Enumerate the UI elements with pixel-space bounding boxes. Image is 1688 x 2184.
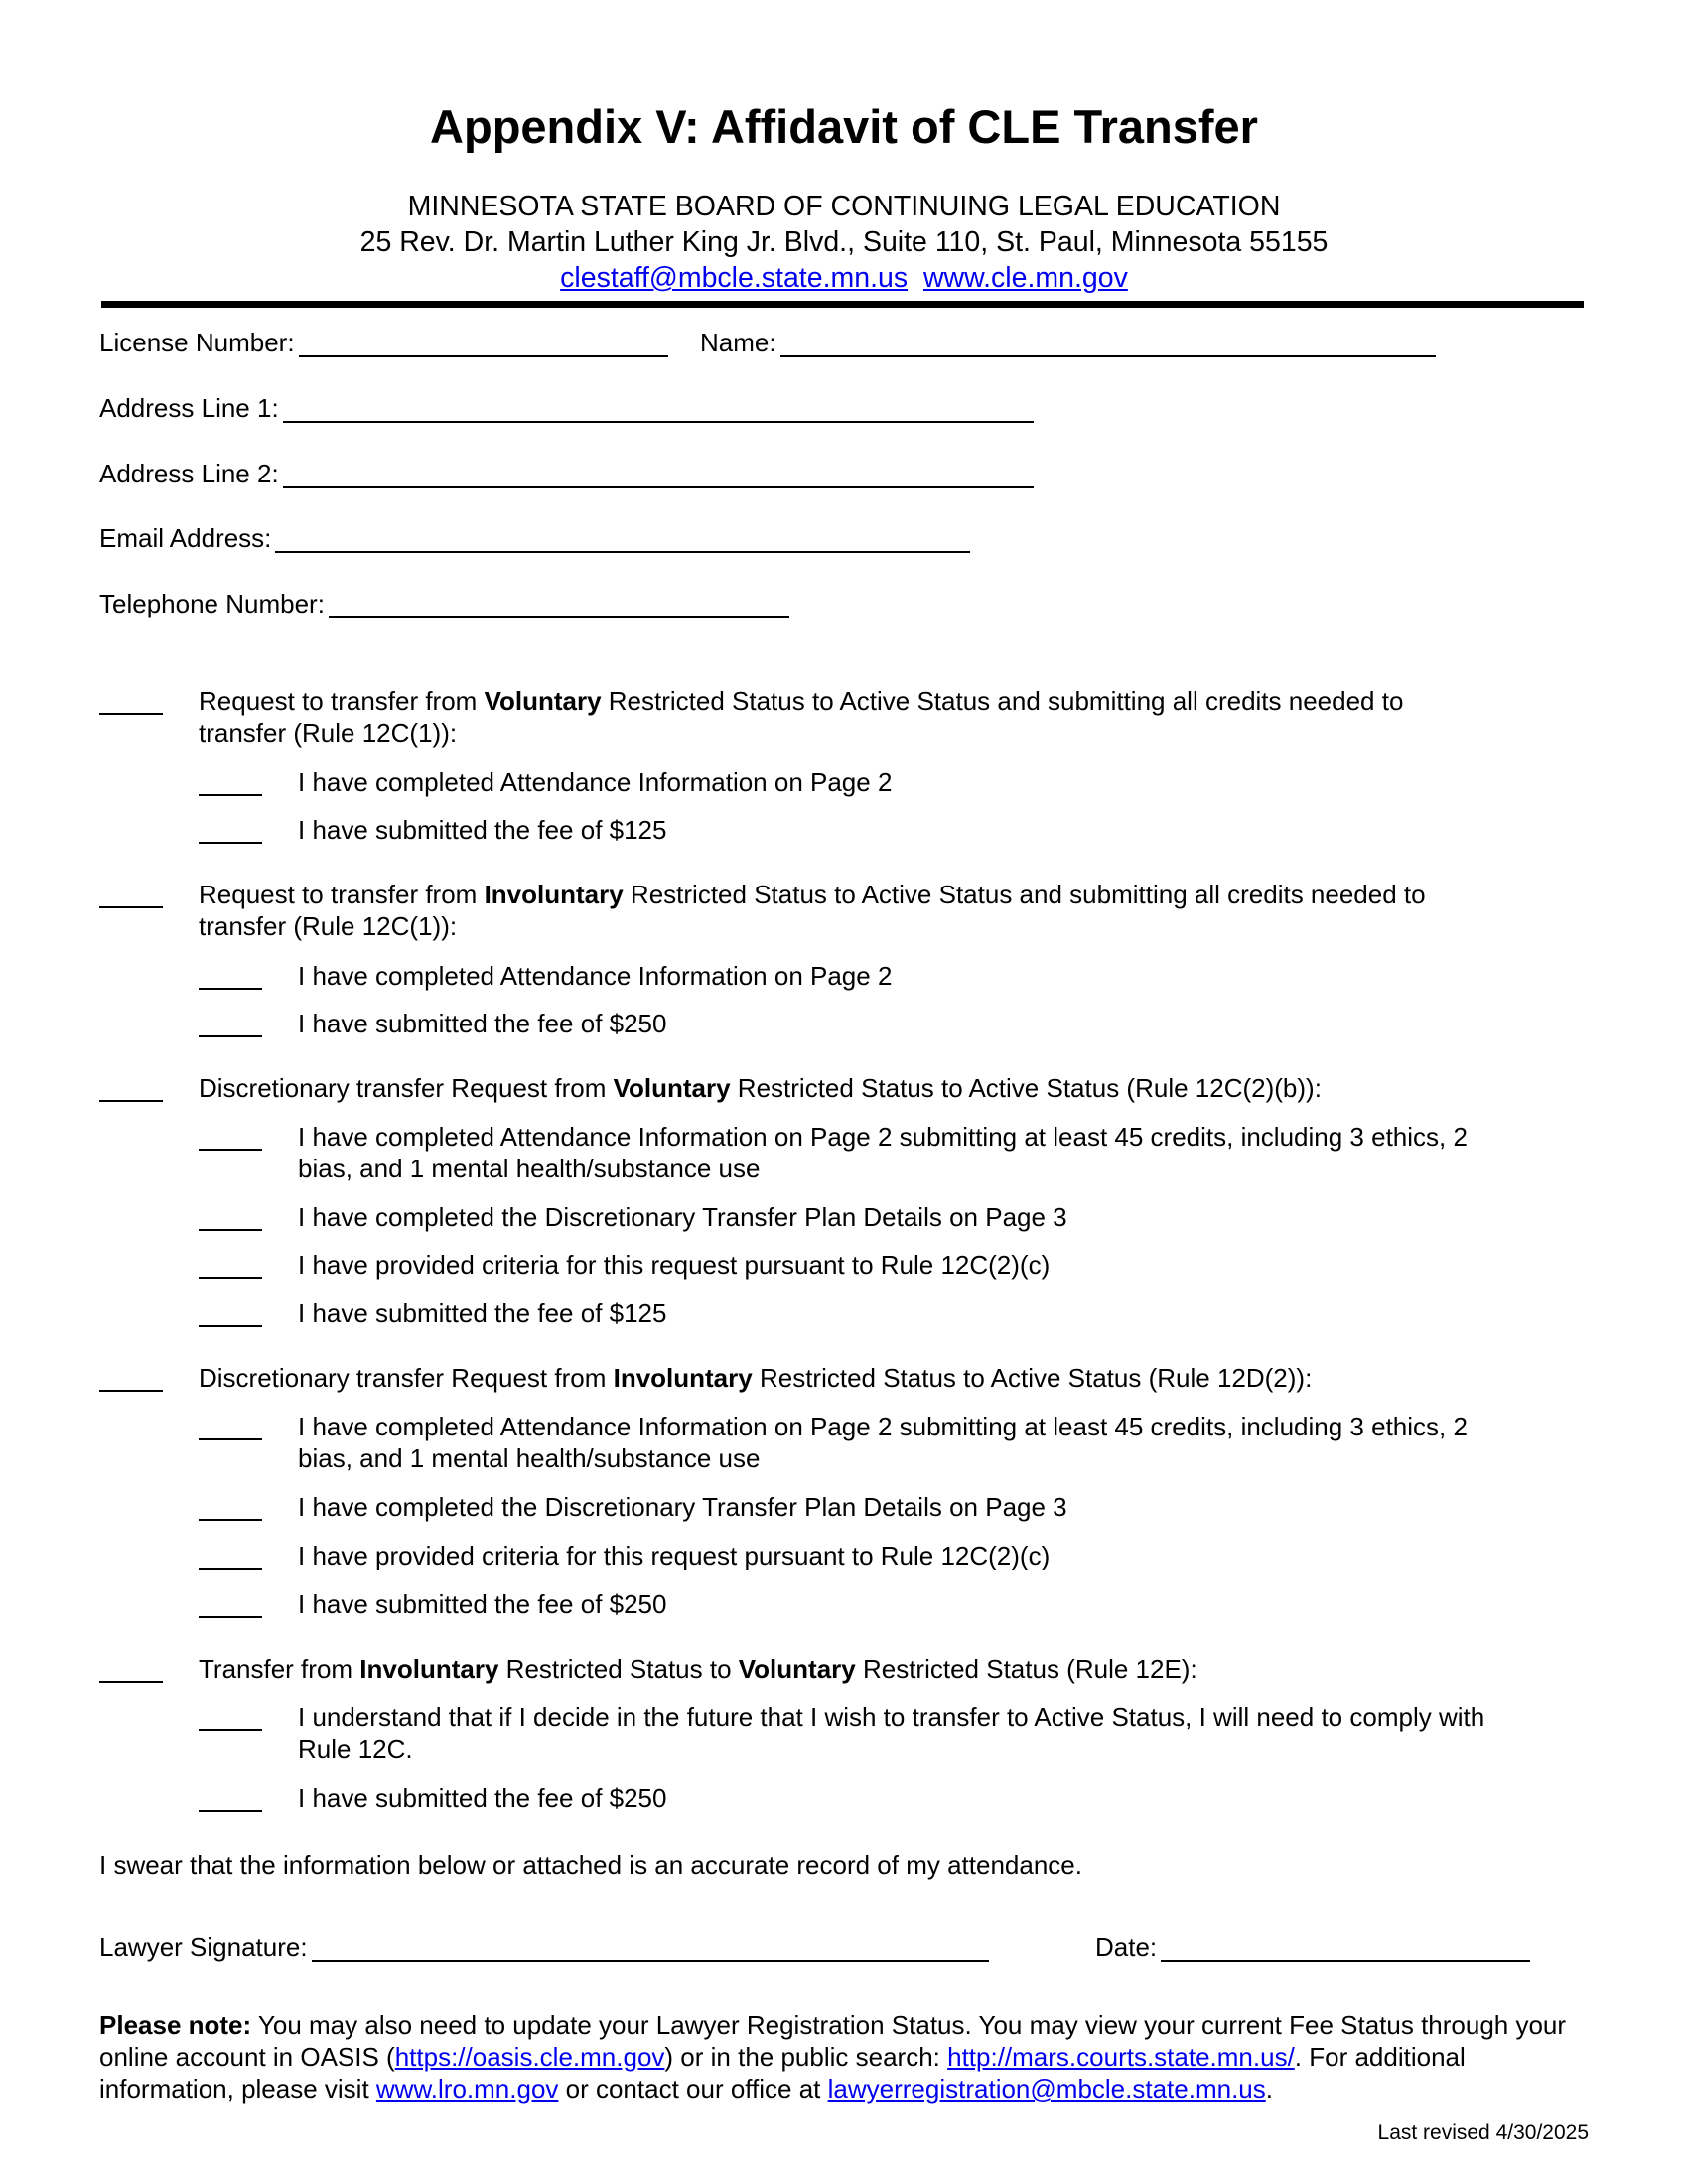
address2-row bbox=[99, 457, 1034, 490]
sub-item-line1: I have submitted the fee of $250 bbox=[298, 1009, 667, 1038]
option-text-part: Transfer from bbox=[199, 1654, 360, 1684]
sub-item-line1: I have completed the Discretionary Transfer Plan Details on Page 3 bbox=[298, 1202, 1067, 1232]
option-text-part: Voluntary bbox=[738, 1654, 856, 1684]
sub-checkbox-4-3[interactable] bbox=[199, 1568, 262, 1570]
email-row bbox=[99, 521, 970, 555]
sub-checkbox-1-1[interactable] bbox=[199, 794, 262, 796]
note-text-5: . bbox=[1265, 2074, 1273, 2104]
email-label: Email Address: bbox=[99, 523, 272, 553]
license-number-input[interactable] bbox=[299, 326, 668, 357]
sub-checkbox-1-2[interactable] bbox=[199, 842, 262, 844]
sub-item-text-1-2 bbox=[298, 814, 1589, 846]
sub-item-line1: I have completed the Discretionary Transfer Plan Details on Page 3 bbox=[298, 1492, 1067, 1522]
option-text-part: Restricted Status to Active Status (Rule 12C(2)(b)): bbox=[730, 1073, 1322, 1103]
sub-item-line1: I have submitted the fee of $250 bbox=[298, 1589, 667, 1619]
sub-item-line1: I have submitted the fee of $125 bbox=[298, 815, 667, 845]
option-text-line2: transfer (Rule 12C(1)): bbox=[199, 911, 458, 941]
sub-item-line2: Rule 12C. bbox=[298, 1734, 413, 1764]
sub-item-text-1-1 bbox=[298, 766, 1589, 798]
sub-checkbox-3-1[interactable] bbox=[199, 1149, 262, 1151]
option-text-part: Involuntary bbox=[359, 1654, 499, 1684]
note-text-2: ) or in the public search: bbox=[664, 2042, 948, 2072]
sub-checkbox-4-4[interactable] bbox=[199, 1616, 262, 1618]
last-revised: Last revised 4/30/2025 bbox=[1377, 2121, 1589, 2144]
option-checkbox-2[interactable] bbox=[99, 906, 163, 908]
org-address: 25 Rev. Dr. Martin Luther King Jr. Blvd., Suite 110, St. Paul, Minnesota 55155 bbox=[359, 226, 1329, 258]
sub-item-text-2-2 bbox=[298, 1008, 1589, 1039]
email-link[interactable]: clestaff@mbcle.state.mn.us bbox=[560, 262, 909, 294]
sub-item-line1: I have submitted the fee of $125 bbox=[298, 1298, 667, 1328]
sub-checkbox-5-2[interactable] bbox=[199, 1810, 262, 1812]
sub-item-text-5-2 bbox=[298, 1782, 1589, 1814]
option-checkbox-3[interactable] bbox=[99, 1100, 163, 1102]
option-checkbox-5[interactable] bbox=[99, 1681, 163, 1683]
sub-item-line1: I have submitted the fee of $250 bbox=[298, 1783, 667, 1813]
swear-statement: I swear that the information below or attached is an accurate record of my attendance. bbox=[99, 1850, 1082, 1880]
option-checkbox-4[interactable] bbox=[99, 1390, 163, 1392]
sub-item-line1: I have completed Attendance Information on Page 2 submitting at least 45 credits, including 3 ethics, 2 bbox=[298, 1412, 1468, 1441]
lawyer-registration-email-link[interactable]: lawyerregistration@mbcle.state.mn.us bbox=[827, 2074, 1266, 2104]
option-text-part: Involuntary bbox=[484, 880, 624, 909]
sub-checkbox-4-2[interactable] bbox=[199, 1519, 262, 1521]
date-label: Date: bbox=[1095, 1932, 1158, 1962]
note-text-3: . For additional information, please visit bbox=[99, 2042, 1466, 2104]
option-text-5 bbox=[199, 1653, 1589, 1685]
note-text-4: or contact our office at bbox=[558, 2074, 828, 2104]
email-input[interactable] bbox=[275, 521, 970, 553]
date-row bbox=[1095, 1930, 1530, 1964]
option-text-2 bbox=[199, 879, 1589, 942]
option-text-part: Voluntary bbox=[484, 686, 602, 716]
sub-checkbox-2-1[interactable] bbox=[199, 988, 262, 990]
address1-label: Address Line 1: bbox=[99, 393, 279, 423]
sub-item-line1: I have completed Attendance Information on Page 2 bbox=[298, 767, 893, 797]
name-row bbox=[700, 326, 1436, 359]
option-text-4 bbox=[199, 1362, 1589, 1394]
sub-item-line1: I have provided criteria for this request pursuant to Rule 12C(2)(c) bbox=[298, 1250, 1051, 1280]
sub-checkbox-3-4[interactable] bbox=[199, 1325, 262, 1327]
option-text-part: Restricted Status to Active Status (Rule 12D(2)): bbox=[752, 1363, 1313, 1393]
address1-row bbox=[99, 391, 1034, 425]
sub-item-text-3-4 bbox=[298, 1297, 1589, 1329]
license-number-row bbox=[99, 326, 668, 359]
option-text-part: Involuntary bbox=[613, 1363, 753, 1393]
sub-item-line1: I have completed Attendance Information on Page 2 submitting at least 45 credits, including 3 ethics, 2 bbox=[298, 1122, 1468, 1152]
sub-item-text-4-4 bbox=[298, 1588, 1589, 1620]
sub-item-text-3-1 bbox=[298, 1121, 1589, 1184]
sub-item-line1: I have completed Attendance Information on Page 2 bbox=[298, 961, 893, 991]
signature-label: Lawyer Signature: bbox=[99, 1932, 308, 1962]
sub-checkbox-4-1[interactable] bbox=[199, 1438, 262, 1440]
option-text-part: Request to transfer from bbox=[199, 686, 485, 716]
sub-item-text-2-1 bbox=[298, 960, 1589, 992]
note-text-1: You may also need to update your Lawyer Registration Status. You may view your current Fee Status through your online account in OASIS ( bbox=[99, 2010, 1567, 2072]
option-text-3 bbox=[199, 1072, 1589, 1104]
sub-item-line2: bias, and 1 mental health/substance use bbox=[298, 1443, 761, 1473]
sub-item-line1: I have provided criteria for this request pursuant to Rule 12C(2)(c) bbox=[298, 1541, 1051, 1570]
sub-checkbox-3-3[interactable] bbox=[199, 1277, 262, 1279]
option-text-part: Restricted Status (Rule 12E): bbox=[855, 1654, 1197, 1684]
signature-input[interactable] bbox=[312, 1930, 989, 1962]
telephone-row bbox=[99, 587, 789, 620]
option-text-part: Discretionary transfer Request from bbox=[199, 1363, 614, 1393]
option-text-part: Discretionary transfer Request from bbox=[199, 1073, 614, 1103]
contact-links bbox=[0, 260, 1688, 296]
org-name: MINNESOTA STATE BOARD OF CONTINUING LEGAL EDUCATION bbox=[407, 191, 1281, 222]
address1-input[interactable] bbox=[283, 391, 1034, 423]
sub-item-text-4-3 bbox=[298, 1540, 1589, 1571]
date-input[interactable] bbox=[1161, 1930, 1530, 1962]
oasis-link[interactable]: https://oasis.cle.mn.gov bbox=[394, 2042, 665, 2072]
sub-item-text-4-2 bbox=[298, 1491, 1589, 1523]
option-text-1 bbox=[199, 685, 1589, 749]
sub-item-text-4-1 bbox=[298, 1411, 1589, 1474]
sub-item-line2: bias, and 1 mental health/substance use bbox=[298, 1154, 761, 1183]
lro-link[interactable]: www.lro.mn.gov bbox=[375, 2074, 559, 2104]
telephone-input[interactable] bbox=[329, 587, 789, 618]
registration-note bbox=[99, 2009, 1589, 2105]
license-number-label: License Number: bbox=[99, 328, 295, 357]
sub-item-line1: I understand that if I decide in the future that I wish to transfer to Active Status, I will need to comply with bbox=[298, 1703, 1485, 1732]
sub-checkbox-5-1[interactable] bbox=[199, 1729, 262, 1731]
name-input[interactable] bbox=[780, 326, 1436, 357]
sub-checkbox-3-2[interactable] bbox=[199, 1229, 262, 1231]
note-label: Please note: bbox=[99, 2010, 252, 2040]
page-title: Appendix V: Affidavit of CLE Transfer bbox=[430, 100, 1258, 153]
option-text-line2: transfer (Rule 12C(1)): bbox=[199, 718, 458, 748]
sub-checkbox-2-2[interactable] bbox=[199, 1035, 262, 1037]
option-text-part: Voluntary bbox=[613, 1073, 731, 1103]
sub-item-text-3-3 bbox=[298, 1249, 1589, 1281]
signature-row bbox=[99, 1930, 989, 1964]
option-checkbox-1[interactable] bbox=[99, 713, 163, 715]
mars-link[interactable]: http://mars.courts.state.mn.us/ bbox=[947, 2042, 1295, 2072]
website-link[interactable]: www.cle.mn.gov bbox=[922, 262, 1128, 294]
address2-label: Address Line 2: bbox=[99, 459, 279, 488]
option-text-part: Restricted Status to bbox=[498, 1654, 739, 1684]
option-text-part: Restricted Status to Active Status and submitting all credits needed to bbox=[601, 686, 1404, 716]
header-divider bbox=[101, 301, 1584, 308]
address2-input[interactable] bbox=[283, 457, 1034, 488]
option-text-part: Restricted Status to Active Status and submitting all credits needed to bbox=[623, 880, 1426, 909]
sub-item-text-5-1 bbox=[298, 1702, 1589, 1765]
telephone-label: Telephone Number: bbox=[99, 589, 325, 618]
option-text-part: Request to transfer from bbox=[199, 880, 485, 909]
name-label: Name: bbox=[700, 328, 776, 357]
sub-item-text-3-2 bbox=[298, 1201, 1589, 1233]
